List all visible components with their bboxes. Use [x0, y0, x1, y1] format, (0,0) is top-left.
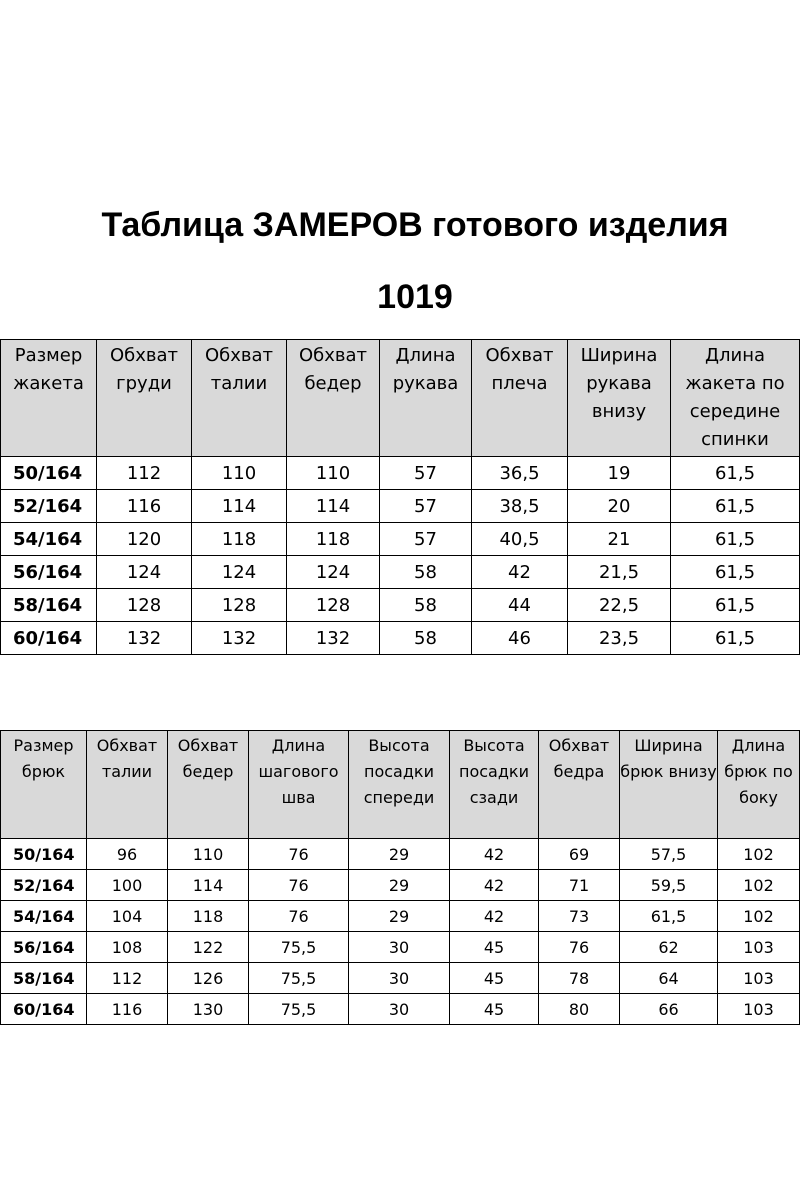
- table-cell: 71: [539, 870, 620, 901]
- table-cell: 128: [192, 589, 287, 622]
- table-cell: 122: [168, 932, 249, 963]
- column-header: Размер жакета: [1, 340, 97, 457]
- table-cell: 76: [249, 901, 349, 932]
- column-header: Обхват талии: [87, 731, 168, 839]
- column-header: Обхват бедер: [168, 731, 249, 839]
- table-cell: 61,5: [671, 523, 800, 556]
- table-cell: 22,5: [568, 589, 671, 622]
- table-cell: 128: [287, 589, 380, 622]
- table-cell: 46: [472, 622, 568, 655]
- table-cell: 120: [97, 523, 192, 556]
- table-cell: 100: [87, 870, 168, 901]
- table-cell: 110: [168, 839, 249, 870]
- table-cell: 61,5: [671, 556, 800, 589]
- table-cell: 45: [450, 963, 539, 994]
- size-label: 54/164: [1, 523, 97, 556]
- table-cell: 124: [97, 556, 192, 589]
- table-cell: 75,5: [249, 932, 349, 963]
- table-row: [1, 457, 800, 490]
- table-cell: 62: [620, 932, 718, 963]
- column-header: Высота посадки спереди: [349, 731, 450, 839]
- table-header-row: [1, 731, 800, 839]
- table-cell: 59,5: [620, 870, 718, 901]
- table-row: [1, 994, 800, 1025]
- size-label: 58/164: [1, 963, 87, 994]
- table-cell: 96: [87, 839, 168, 870]
- table-cell: 110: [192, 457, 287, 490]
- table-cell: 58: [380, 589, 472, 622]
- table-cell: 21: [568, 523, 671, 556]
- table-cell: 36,5: [472, 457, 568, 490]
- column-header: Размер брюк: [1, 731, 87, 839]
- table-cell: 40,5: [472, 523, 568, 556]
- model-number: 1019: [377, 278, 453, 316]
- column-header: Обхват бедра: [539, 731, 620, 839]
- table-cell: 103: [718, 994, 800, 1025]
- column-header: Обхват бедер: [287, 340, 380, 457]
- table-cell: 75,5: [249, 994, 349, 1025]
- table-cell: 114: [168, 870, 249, 901]
- table-cell: 30: [349, 932, 450, 963]
- table-cell: 58: [380, 622, 472, 655]
- size-label: 50/164: [1, 839, 87, 870]
- table-cell: 116: [97, 490, 192, 523]
- table-cell: 103: [718, 932, 800, 963]
- table-cell: 44: [472, 589, 568, 622]
- table-cell: 112: [97, 457, 192, 490]
- table-cell: 61,5: [620, 901, 718, 932]
- column-header: Длина рукава: [380, 340, 472, 457]
- table-cell: 132: [97, 622, 192, 655]
- table-cell: 21,5: [568, 556, 671, 589]
- table-cell: 64: [620, 963, 718, 994]
- table-cell: 110: [287, 457, 380, 490]
- table-cell: 57: [380, 523, 472, 556]
- table-cell: 76: [249, 839, 349, 870]
- column-header: Ширина брюк внизу: [620, 731, 718, 839]
- table-cell: 23,5: [568, 622, 671, 655]
- table-row: [1, 932, 800, 963]
- table-cell: 29: [349, 839, 450, 870]
- table-cell: 103: [718, 963, 800, 994]
- size-label: 52/164: [1, 490, 97, 523]
- table-cell: 57: [380, 457, 472, 490]
- table-cell: 112: [87, 963, 168, 994]
- table-row: [1, 839, 800, 870]
- column-header: Обхват груди: [97, 340, 192, 457]
- table-cell: 73: [539, 901, 620, 932]
- table-row: [1, 523, 800, 556]
- column-header: Длина брюк по боку: [718, 731, 800, 839]
- column-header: Обхват талии: [192, 340, 287, 457]
- size-label: 60/164: [1, 994, 87, 1025]
- table-cell: 118: [168, 901, 249, 932]
- table-cell: 29: [349, 870, 450, 901]
- size-label: 54/164: [1, 901, 87, 932]
- table-cell: 38,5: [472, 490, 568, 523]
- table-cell: 19: [568, 457, 671, 490]
- size-label: 56/164: [1, 932, 87, 963]
- table-cell: 124: [192, 556, 287, 589]
- table-cell: 132: [192, 622, 287, 655]
- table-cell: 118: [192, 523, 287, 556]
- table-cell: 69: [539, 839, 620, 870]
- table-cell: 30: [349, 994, 450, 1025]
- page-title: Таблица ЗАМЕРОВ готового изделия: [101, 206, 729, 244]
- table-cell: 76: [249, 870, 349, 901]
- size-label: 52/164: [1, 870, 87, 901]
- table-cell: 124: [287, 556, 380, 589]
- size-label: 58/164: [1, 589, 97, 622]
- table-cell: 102: [718, 839, 800, 870]
- table-cell: 61,5: [671, 589, 800, 622]
- column-header: Длина жакета по середине спинки: [671, 340, 800, 457]
- table-cell: 61,5: [671, 490, 800, 523]
- pants-measurements-table: [0, 730, 800, 1025]
- table-cell: 108: [87, 932, 168, 963]
- table-cell: 66: [620, 994, 718, 1025]
- table-cell: 42: [450, 901, 539, 932]
- table-row: [1, 870, 800, 901]
- table-cell: 118: [287, 523, 380, 556]
- column-header: Высота посадки сзади: [450, 731, 539, 839]
- column-header: Обхват плеча: [472, 340, 568, 457]
- column-header: Ширина рукава внизу: [568, 340, 671, 457]
- table-cell: 102: [718, 901, 800, 932]
- table-cell: 102: [718, 870, 800, 901]
- table-cell: 126: [168, 963, 249, 994]
- table-cell: 20: [568, 490, 671, 523]
- table-cell: 42: [450, 839, 539, 870]
- table-cell: 42: [472, 556, 568, 589]
- table-cell: 76: [539, 932, 620, 963]
- table-row: [1, 589, 800, 622]
- table-cell: 80: [539, 994, 620, 1025]
- table-cell: 75,5: [249, 963, 349, 994]
- column-header: Длина шагового шва: [249, 731, 349, 839]
- table-cell: 114: [192, 490, 287, 523]
- jacket-measurements-table: [0, 339, 800, 655]
- table-cell: 45: [450, 994, 539, 1025]
- table-cell: 116: [87, 994, 168, 1025]
- table-cell: 61,5: [671, 622, 800, 655]
- table-cell: 30: [349, 963, 450, 994]
- size-label: 60/164: [1, 622, 97, 655]
- table-row: [1, 556, 800, 589]
- table-row: [1, 490, 800, 523]
- table-cell: 61,5: [671, 457, 800, 490]
- table-cell: 45: [450, 932, 539, 963]
- table-cell: 58: [380, 556, 472, 589]
- table-cell: 104: [87, 901, 168, 932]
- table-row: [1, 622, 800, 655]
- size-label: 50/164: [1, 457, 97, 490]
- table-cell: 132: [287, 622, 380, 655]
- table-header-row: [1, 340, 800, 457]
- table-cell: 130: [168, 994, 249, 1025]
- table-row: [1, 901, 800, 932]
- table-cell: 57: [380, 490, 472, 523]
- table-cell: 57,5: [620, 839, 718, 870]
- table-cell: 128: [97, 589, 192, 622]
- table-cell: 29: [349, 901, 450, 932]
- table-cell: 114: [287, 490, 380, 523]
- table-cell: 42: [450, 870, 539, 901]
- table-cell: 78: [539, 963, 620, 994]
- table-row: [1, 963, 800, 994]
- size-label: 56/164: [1, 556, 97, 589]
